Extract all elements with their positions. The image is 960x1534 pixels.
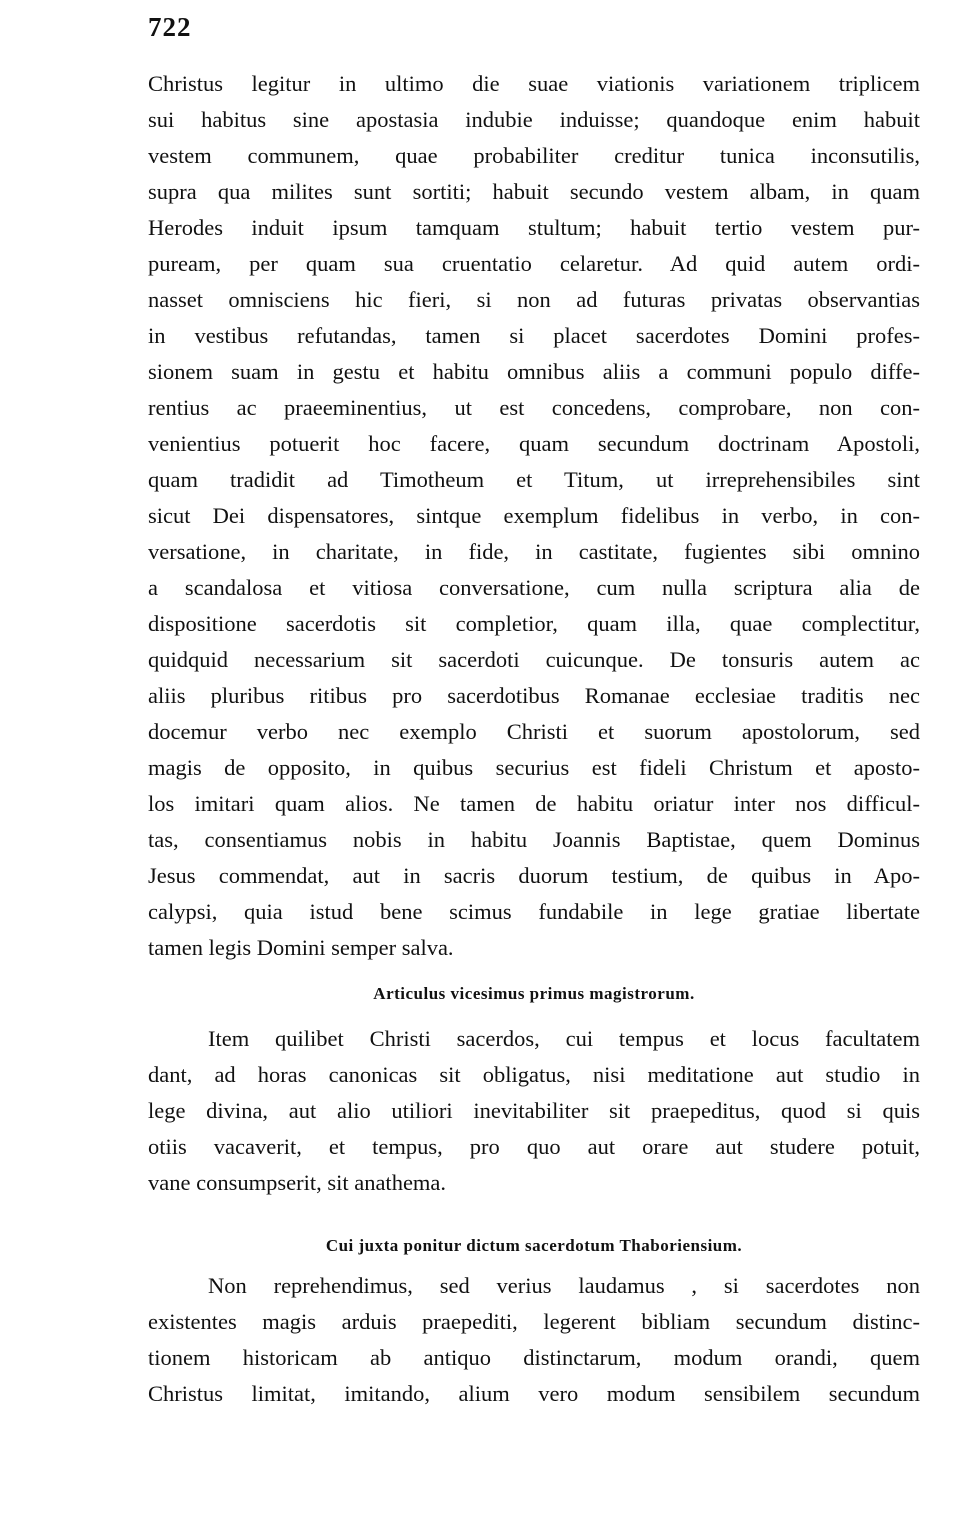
- text-line: versatione, in charitate, in fide, in castitate, fugientes sibi omnino: [148, 539, 920, 564]
- text-line: existentes magis arduis praepediti, legerent bibliam secundum distinc-: [148, 1309, 920, 1334]
- text-line: docemur verbo nec exemplo Christi et suorum apostolorum, sed: [148, 719, 920, 744]
- text-line: Item quilibet Christi sacerdos, cui tempus et locus facultatem: [208, 1026, 920, 1051]
- text-line: tamen legis Domini semper salva.: [148, 935, 454, 960]
- text-line: quidquid necessarium sit sacerdoti cuicunque. De tonsuris autem ac: [148, 647, 920, 672]
- paragraph-item-quilibet: [148, 1021, 920, 1201]
- text-line: dispositione sacerdotis sit completior, quam illa, quae complectitur,: [148, 611, 920, 636]
- text-line: tionem historicam ab antiquo distinctarum, modum orandi, quem: [148, 1345, 920, 1370]
- text-line: venientius potuerit hoc facere, quam secundum doctrinam Apostoli,: [148, 431, 920, 456]
- paragraph-non-reprehendimus: [148, 1268, 920, 1412]
- text-line: Christus legitur in ultimo die suae viationis variationem triplicem: [148, 71, 920, 96]
- text-line: supra qua milites sunt sortiti; habuit secundo vestem albam, in quam: [148, 179, 920, 204]
- text-line: sui habitus sine apostasia indubie induisse; quandoque enim habuit: [148, 107, 920, 132]
- text-line: dant, ad horas canonicas sit obligatus, nisi meditatione aut studio in: [148, 1062, 920, 1087]
- paragraph-christus-habitus: [148, 66, 920, 966]
- text-line: otiis vacaverit, et tempus, pro quo aut orare aut studere potuit,: [148, 1134, 920, 1159]
- text-line: in vestibus refutandas, tamen si placet sacerdotes Domini profes-: [148, 323, 920, 348]
- section-heading-thaboriensium: Cui juxta ponitur dictum sacerdotum Thaboriensium.: [325, 1236, 743, 1255]
- text-line: Non reprehendimus, sed verius laudamus , si sacerdotes non: [208, 1273, 920, 1298]
- text-line: sionem suam in gestu et habitu omnibus aliis a communi populo diffe-: [148, 359, 920, 384]
- text-line: quam tradidit ad Timotheum et Titum, ut irreprehensibiles sint: [148, 467, 920, 492]
- text-line: magis de opposito, in quibus securius est fideli Christum et aposto-: [148, 755, 920, 780]
- text-line: nasset omnisciens hic fieri, si non ad futuras privatas observantias: [148, 287, 920, 312]
- text-line: aliis pluribus ritibus pro sacerdotibus Romanae ecclesiae traditis nec: [148, 683, 920, 708]
- text-line: puream, per quam sua cruentatio celaretur. Ad quid autem ordi-: [148, 251, 920, 276]
- section-heading-articulus: Articulus vicesimus primus magistrorum.: [373, 984, 695, 1003]
- text-line: los imitari quam alios. Ne tamen de habitu oriatur inter nos difficul-: [148, 791, 920, 816]
- text-line: lege divina, aut alio utiliori inevitabiliter sit praepeditus, quod si quis: [148, 1098, 920, 1123]
- text-line: Christus limitat, imitando, alium vero modum sensibilem secundum: [148, 1381, 920, 1406]
- text-line: calypsi, quia istud bene scimus fundabile in lege gratiae libertate: [148, 899, 920, 924]
- text-line: tas, consentiamus nobis in habitu Joannis Baptistae, quem Dominus: [148, 827, 920, 852]
- text-line: sicut Dei dispensatores, sintque exemplum fidelibus in verbo, in con-: [148, 503, 920, 528]
- text-line: a scandalosa et vitiosa conversatione, cum nulla scriptura alia de: [148, 575, 920, 600]
- text-line: vane consumpserit, sit anathema.: [148, 1170, 447, 1195]
- text-line: rentius ac praeeminentius, ut est concedens, comprobare, non con-: [148, 395, 920, 420]
- text-line: Jesus commendat, aut in sacris duorum testium, de quibus in Apo-: [148, 863, 920, 888]
- text-line: vestem communem, quae probabiliter creditur tunica inconsutilis,: [148, 143, 920, 168]
- page-number: 722: [148, 12, 192, 42]
- text-line: Herodes induit ipsum tamquam stultum; habuit tertio vestem pur-: [148, 215, 920, 240]
